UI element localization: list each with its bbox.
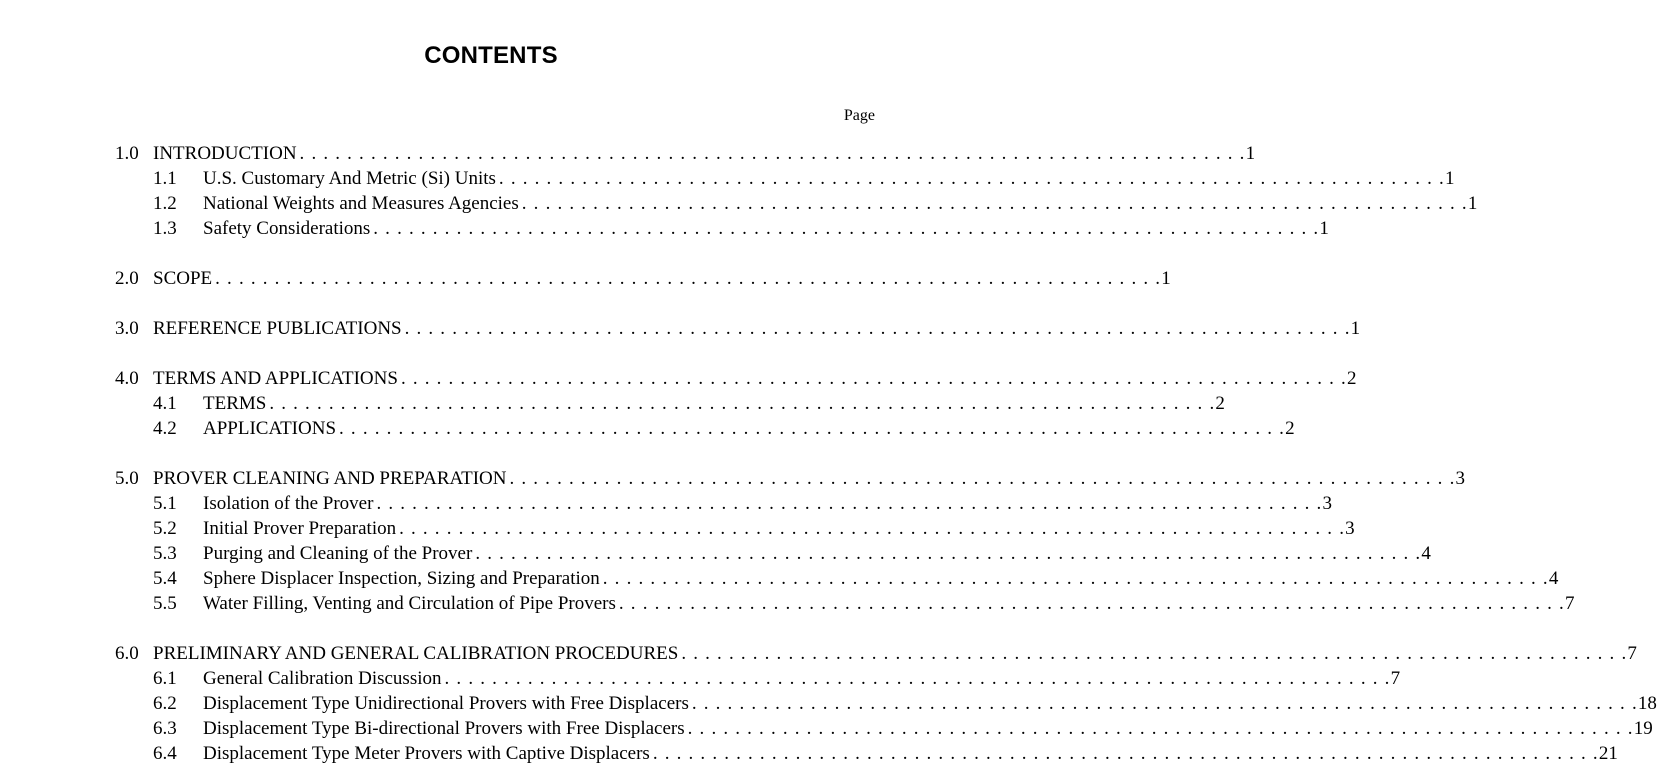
toc-number: 5.1 (153, 493, 177, 514)
toc-page-number: 7 (1390, 668, 1401, 689)
toc-number: 1.3 (153, 218, 177, 239)
toc-page-number: 7 (1627, 643, 1637, 664)
toc-entry-5-2[interactable] (153, 517, 1355, 541)
toc-number: 4.0 (115, 368, 139, 389)
toc-leader-dots: . . . . . . . . . . . . . . . . . . . . . . . . . . . . . . . . . . . . . . . . . . . . . . . . . . . . . . . . . . . . . . . . . . . . . . . . . . . . . . . . (339, 418, 1286, 439)
toc-entry-1-3[interactable] (153, 217, 1329, 241)
toc-leader-dots: . . . . . . . . . . . . . . . . . . . . . . . . . . . . . . . . . . . . . . . . . . . . . . . . . . . . . . . . . . . . . . . . . . . . . . . . . . . . . . . . (404, 318, 1351, 339)
toc-number: 6.1 (153, 668, 177, 689)
toc-page-number: 3 (1322, 493, 1332, 514)
toc-entry-1-0[interactable] (115, 142, 1256, 166)
toc-entry-5-5[interactable] (153, 592, 1575, 616)
toc-number: 6.2 (153, 693, 177, 714)
toc-entry-3-0[interactable] (115, 317, 1361, 341)
toc-entry-4-0[interactable] (115, 367, 1357, 391)
toc-entry-6-1[interactable] (153, 667, 1401, 691)
toc-number: 5.0 (115, 468, 139, 489)
toc-page-number: 21 (1598, 743, 1618, 764)
toc-page-number: 2 (1285, 418, 1295, 439)
toc-entry-2-0[interactable] (115, 267, 1171, 291)
toc-label: APPLICATIONS (203, 418, 337, 439)
toc-leader-dots: . . . . . . . . . . . . . . . . . . . . . . . . . . . . . . . . . . . . . . . . . . . . . . . . . . . . . . . . . . . . . . . . . . . . . . . . . . . . . . . . (400, 368, 1347, 389)
toc-leader-dots: . . . . . . . . . . . . . . . . . . . . . . . . . . . . . . . . . . . . . . . . . . . . . . . . . . . . . . . . . . . . . . . . . . . . . . . . . . . . . . . . (444, 668, 1391, 689)
toc-entry-4-2[interactable] (153, 417, 1295, 441)
toc-leader-dots: . . . . . . . . . . . . . . . . . . . . . . . . . . . . . . . . . . . . . . . . . . . . . . . . . . . . . . . . . . . . . . . . . . . . . . . . . . . . . . . . (215, 268, 1162, 289)
toc-number: 5.4 (153, 568, 177, 589)
toc-page-number: 1 (1350, 318, 1361, 339)
toc-leader-dots: . . . . . . . . . . . . . . . . . . . . . . . . . . . . . . . . . . . . . . . . . . . . . . . . . . . . . . . . . . . . . . . . . . . . . . . . . . . . . . . . (681, 643, 1628, 664)
toc-page-number: 1 (1245, 143, 1256, 164)
toc-entry-5-3[interactable] (153, 542, 1431, 566)
toc-label: General Calibration Discussion (203, 668, 442, 689)
toc-entry-6-2[interactable] (153, 692, 1657, 716)
toc-number: 1.1 (153, 168, 177, 189)
toc-page-number: 1 (1467, 193, 1478, 214)
toc-leader-dots: . . . . . . . . . . . . . . . . . . . . . . . . . . . . . . . . . . . . . . . . . . . . . . . . . . . . . . . . . . . . . . . . . . . . . . . . . . . . . . . . (498, 168, 1445, 189)
toc-entry-6-4[interactable] (153, 742, 1618, 766)
toc-leader-dots: . . . . . . . . . . . . . . . . . . . . . . . . . . . . . . . . . . . . . . . . . . . . . . . . . . . . . . . . . . . . . . . . . . . . . . . . . . . . . . . . (618, 593, 1565, 614)
toc-entry-5-1[interactable] (153, 492, 1332, 516)
toc-page-number: 1 (1161, 268, 1171, 289)
toc-leader-dots: . . . . . . . . . . . . . . . . . . . . . . . . . . . . . . . . . . . . . . . . . . . . . . . . . . . . . . . . . . . . . . . . . . . . . . . . . . . . . . . . (652, 743, 1599, 764)
toc-number: 2.0 (115, 268, 139, 289)
toc-label: INTRODUCTION (153, 143, 297, 164)
toc-page-number: 4 (1548, 568, 1559, 589)
toc-entry-5-0[interactable] (115, 467, 1466, 491)
toc-page-number: 2 (1347, 368, 1357, 389)
toc-number: 5.3 (153, 543, 177, 564)
toc-label: National Weights and Measures Agencies (203, 193, 519, 214)
toc-label: TERMS (203, 393, 267, 414)
toc-leader-dots: . . . . . . . . . . . . . . . . . . . . . . . . . . . . . . . . . . . . . . . . . . . . . . . . . . . . . . . . . . . . . . . . . . . . . . . . . . . . . . . . (687, 718, 1634, 739)
toc-leader-dots: . . . . . . . . . . . . . . . . . . . . . . . . . . . . . . . . . . . . . . . . . . . . . . . . . . . . . . . . . . . . . . . . . . . . . . . . . . . . . . . . (691, 693, 1638, 714)
toc-leader-dots: . . . . . . . . . . . . . . . . . . . . . . . . . . . . . . . . . . . . . . . . . . . . . . . . . . . . . . . . . . . . . . . . . . . . . . . . . . . . . . . . (399, 518, 1346, 539)
toc-label: Displacement Type Unidirectional Provers with Free Displacers (203, 693, 689, 714)
page-title: CONTENTS (424, 42, 558, 69)
toc-entry-6-3[interactable] (153, 717, 1653, 741)
toc-number: 4.2 (153, 418, 177, 439)
toc-label: Safety Considerations (203, 218, 371, 239)
toc-page-number: 19 (1633, 718, 1653, 739)
toc-label: Sphere Displacer Inspection, Sizing and Preparation (203, 568, 600, 589)
toc-page-number: 7 (1564, 593, 1575, 614)
toc-label: REFERENCE PUBLICATIONS (153, 318, 402, 339)
toc-number: 6.4 (153, 743, 177, 764)
toc-leader-dots: . . . . . . . . . . . . . . . . . . . . . . . . . . . . . . . . . . . . . . . . . . . . . . . . . . . . . . . . . . . . . . . . . . . . . . . . . . . . . . . . (269, 393, 1216, 414)
toc-label: TERMS AND APPLICATIONS (153, 368, 398, 389)
toc-page-number: 1 (1319, 218, 1329, 239)
toc-page-number: 3 (1345, 518, 1355, 539)
toc-label: Purging and Cleaning of the Prover (203, 543, 473, 564)
toc-leader-dots: . . . . . . . . . . . . . . . . . . . . . . . . . . . . . . . . . . . . . . . . . . . . . . . . . . . . . . . . . . . . . . . . . . . . . . . . . . . . . . . . (521, 193, 1468, 214)
toc-page-number: 3 (1455, 468, 1466, 489)
toc-page-number: 4 (1421, 543, 1431, 564)
toc-page-number: 18 (1637, 693, 1657, 714)
toc-entry-1-1[interactable] (153, 167, 1455, 191)
toc-page-number: 2 (1215, 393, 1225, 414)
toc-number: 1.2 (153, 193, 177, 214)
toc-label: U.S. Customary And Metric (Si) Units (203, 168, 496, 189)
toc-number: 5.2 (153, 518, 177, 539)
toc-label: Displacement Type Bi-directional Provers with Free Displacers (203, 718, 685, 739)
toc-number: 4.1 (153, 393, 177, 414)
toc-label: SCOPE (153, 268, 213, 289)
toc-leader-dots: . . . . . . . . . . . . . . . . . . . . . . . . . . . . . . . . . . . . . . . . . . . . . . . . . . . . . . . . . . . . . . . . . . . . . . . . . . . . . . . . (373, 218, 1320, 239)
toc-entry-6-0[interactable] (115, 642, 1637, 666)
toc-number: 1.0 (115, 143, 139, 164)
page-column-header: Page (843, 107, 875, 124)
toc-leader-dots: . . . . . . . . . . . . . . . . . . . . . . . . . . . . . . . . . . . . . . . . . . . . . . . . . . . . . . . . . . . . . . . . . . . . . . . . . . . . . . . . (509, 468, 1456, 489)
toc-number: 6.0 (115, 643, 139, 664)
toc-label: Displacement Type Meter Provers with Captive Displacers (203, 743, 650, 764)
toc-label: Initial Prover Preparation (203, 518, 397, 539)
toc-leader-dots: . . . . . . . . . . . . . . . . . . . . . . . . . . . . . . . . . . . . . . . . . . . . . . . . . . . . . . . . . . . . . . . . . . . . . . . . . . . . . . . . (602, 568, 1549, 589)
toc-label: Isolation of the Prover (203, 493, 374, 514)
toc-leader-dots: . . . . . . . . . . . . . . . . . . . . . . . . . . . . . . . . . . . . . . . . . . . . . . . . . . . . . . . . . . . . . . . . . . . . . . . . . . . . . . . . (299, 143, 1246, 164)
toc-number: 6.3 (153, 718, 177, 739)
toc-entry-5-4[interactable] (153, 567, 1559, 591)
toc-leader-dots: . . . . . . . . . . . . . . . . . . . . . . . . . . . . . . . . . . . . . . . . . . . . . . . . . . . . . . . . . . . . . . . . . . . . . . . . . . . . . . . . (475, 543, 1422, 564)
toc-number: 5.5 (153, 593, 177, 614)
toc-label: PROVER CLEANING AND PREPARATION (153, 468, 507, 489)
toc-page-number: 1 (1444, 168, 1455, 189)
toc-label: Water Filling, Venting and Circulation of Pipe Provers (203, 593, 616, 614)
toc-number: 3.0 (115, 318, 139, 339)
toc-leader-dots: . . . . . . . . . . . . . . . . . . . . . . . . . . . . . . . . . . . . . . . . . . . . . . . . . . . . . . . . . . . . . . . . . . . . . . . . . . . . . . . . (376, 493, 1323, 514)
toc-label: PRELIMINARY AND GENERAL CALIBRATION PROCEDURES (153, 643, 679, 664)
toc-entry-4-1[interactable] (153, 392, 1225, 416)
toc-entry-1-2[interactable] (153, 192, 1478, 216)
